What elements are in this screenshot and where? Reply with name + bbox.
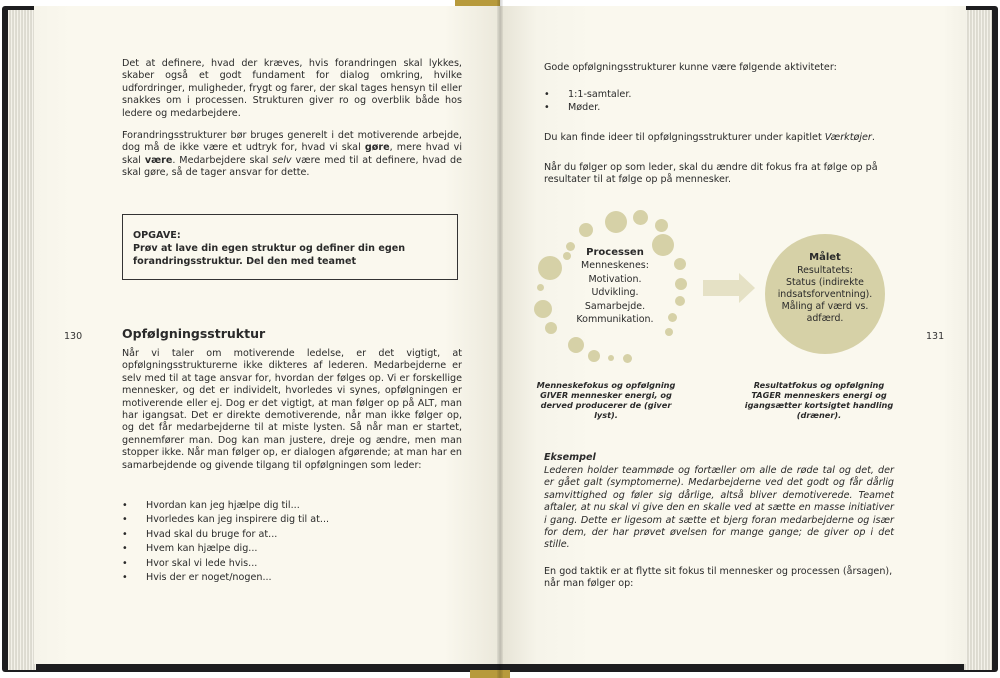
task-label: OPGAVE:: [133, 230, 181, 241]
list-item: • Hvis der er noget/nogen...: [122, 572, 272, 584]
list-item: • 1:1-samtaler.: [544, 89, 632, 100]
task-text: Prøv at lave din egen struktur og definer din egen forandringsstruktur. Del den med teamet: [133, 243, 406, 267]
list-item: • Hvad skal du bruge for at...: [122, 528, 278, 540]
list-item: • Hvordan kan jeg hjælpe dig til...: [122, 500, 300, 511]
list-item: • Hvem kan hjælpe dig...: [122, 543, 258, 555]
question-list: [122, 499, 442, 585]
example-text: Lederen holder teammøde og fortæller om alle de røde tal og det, der er gået galt (symptomerne). Medarbejderne ved det godt og får dårlig samvittighed og føler sig dårlige, altså bliver demotiverede. Teamet aftaler, at nu skal vi give den en skalle ved at sætte en masse initiativer i gang. Dette er ligesom at sætte et bjerg foran medarbejderne og især for dem, der har prøvet øvelsen for mange gange; de giver op i det stille.: [544, 465, 894, 551]
page-edges-left: [8, 10, 36, 670]
list-item: • Møder.: [544, 102, 601, 113]
page-number-left: 130: [64, 331, 83, 342]
tools-chapter-link: Værktøjer: [824, 132, 872, 143]
goal-line: Status (indirekte indsatsforventning).: [777, 277, 873, 300]
caption-result-focus: Resultatfokus og opfølgning TAGER menneskers energi og igangsætter kortsigtet handling (dræner).: [744, 380, 894, 420]
goal-line: Måling af værd vs. adfærd.: [781, 301, 869, 324]
arrow-head-icon: [739, 273, 755, 303]
paragraph-tools: Du kan finde ideer til opfølgningsstrukturer under kapitlet Værktøjer.: [544, 132, 875, 143]
process-title: Processen: [586, 247, 644, 258]
process-line: Udvikling.: [591, 287, 639, 299]
paragraph-definition: Det at definere, hvad der kræves, hvis forandringen skal lykkes, skaber også et godt fundament for dialog omkring, hvilke udfordringer, muligheder, frygt og farer, der skal tages hensyn til eller snakkes om i processen. Strukturen giver ro og overblik både hos ledere og medarbejdere.: [122, 58, 462, 119]
activity-list: [544, 88, 744, 114]
bookmark-ribbon-bottom: [470, 670, 510, 678]
page-edges-right: [964, 10, 992, 670]
arrow-shaft: [703, 280, 739, 296]
list-item: • Hvor skal vi lede hvis...: [122, 557, 258, 569]
process-line: Motivation.: [588, 273, 642, 285]
goal-block: [768, 252, 882, 325]
paragraph-intro: Gode opfølgningsstrukturer kunne være følgende aktiviteter:: [544, 62, 837, 73]
caption-human-focus: Menneskefokus og opfølgning GIVER mennesker energi, og derved producerer de (giver lyst).: [536, 380, 676, 420]
page-number-right: 131: [926, 331, 945, 342]
goal-title: Målet: [809, 252, 841, 263]
list-item: • Hvorledes kan jeg inspirere dig til at...: [122, 514, 330, 526]
paragraph-focus: Når du følger op som leder, skal du ændre dit fokus fra at følge op på resultater til at følge op på mennesker.: [544, 162, 878, 186]
process-line: Samarbejde.: [584, 300, 646, 312]
paragraph-structures: Forandringsstrukturer bør bruges generelt i det motiverende arbejde, dog må de ikke være et udtryk for, hvad vi skal gøre, mere hvad vi skal være. Medarbejdere skal selv være med til at definere, hvad de skal gøre, så de tager ansvar for dette.: [122, 130, 462, 179]
process-block: [560, 246, 670, 326]
paragraph-followup: Når vi taler om motiverende ledelse, er det vigtigt, at opfølgningsstrukturerne ikke dikteres af lederen. Medarbejderne er selv med til at tage ansvar for, hvordan der følges op. Vi er forskellige mennesker, og det er individelt, hvorledes vi synes, opfølgningen er motiverende eller ej. Dog er det vigtigt, at man følger op på ALT, man har igangsat. Det er direkte demotiverende, når man ikke følger op, og det får medarbejderne til at miste lysten. Så når man er startet, gennemfører man. Dog kan man justere, dreje og ændre, men man stopper ikke. Når man følger op, er dialogen afgørende; at man har en samarbejdende og givende tilgang til opfølgningen som leder:: [122, 348, 462, 471]
goal-line: Resultatets:: [797, 265, 853, 276]
right-page: [500, 6, 966, 664]
left-page: [34, 6, 500, 664]
book-spine: [497, 0, 503, 678]
task-box: [122, 214, 458, 280]
example-title: Eksempel: [544, 452, 596, 463]
section-title: Opfølgningsstruktur: [122, 326, 266, 341]
process-line: Kommunikation.: [576, 314, 654, 326]
paragraph-closing: En god taktik er at flytte sit fokus til mennesker og processen (årsagen), når man følger op:: [544, 566, 893, 590]
process-line: Menneskenes:: [581, 260, 649, 272]
